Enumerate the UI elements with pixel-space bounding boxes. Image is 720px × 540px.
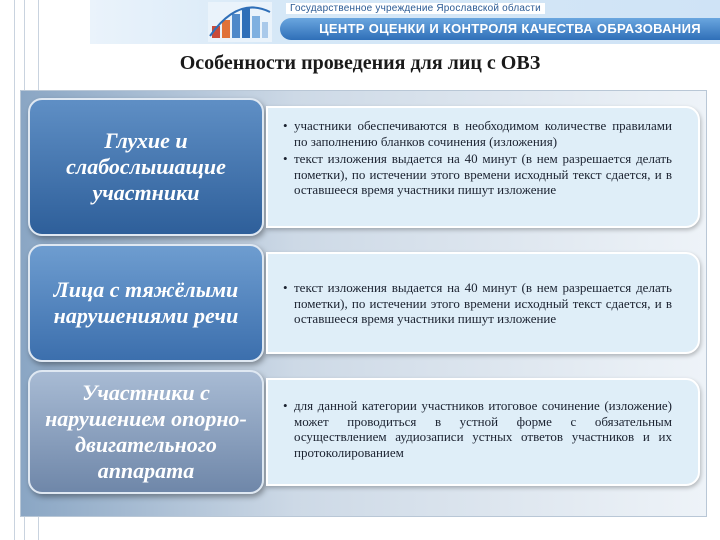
org-subtitle: Государственное учреждение Ярославской области (286, 3, 545, 14)
category-row (28, 370, 700, 494)
bullet-item: • для данной категории участников итоговое сочинение (изложение) может проводиться в устной форме с обязательным осуществлением аудиозаписи устных ответов участников и их протоколированием (294, 398, 672, 460)
category-label: Лица с тяжёлыми нарушениями речи (28, 244, 264, 362)
category-row (28, 244, 700, 362)
page-title: Особенности проведения для лиц с ОВЗ (179, 52, 541, 74)
category-row (28, 98, 700, 236)
category-description (266, 252, 700, 354)
decorative-line (14, 0, 15, 540)
bullet-item: • текст изложения выдается на 40 минут (в нем разрешается делать пометки), по истечении этого времени исходный текст сдается, и в оставшееся время участники пишут изложение (294, 280, 672, 327)
bullet-item: • текст изложения выдается на 40 минут (в нем разрешается делать пометки), по истечении этого времени исходный текст сдается, и в оставшееся время участники пишут изложение (294, 151, 672, 198)
logo-icon (208, 2, 272, 42)
category-label: Глухие и слабослышащие участники (28, 98, 264, 236)
category-description (266, 378, 700, 486)
header-banner (90, 0, 720, 44)
bullet-item: • участники обеспечиваются в необходимом количестве правилами по заполнению бланков сочинения (изложения) (294, 118, 672, 149)
category-label: Участники с нарушением опорно- двигательного аппарата (28, 370, 264, 494)
org-name: ЦЕНТР ОЦЕНКИ И КОНТРОЛЯ КАЧЕСТВА ОБРАЗОВАНИЯ (280, 18, 720, 40)
category-description (266, 106, 700, 228)
